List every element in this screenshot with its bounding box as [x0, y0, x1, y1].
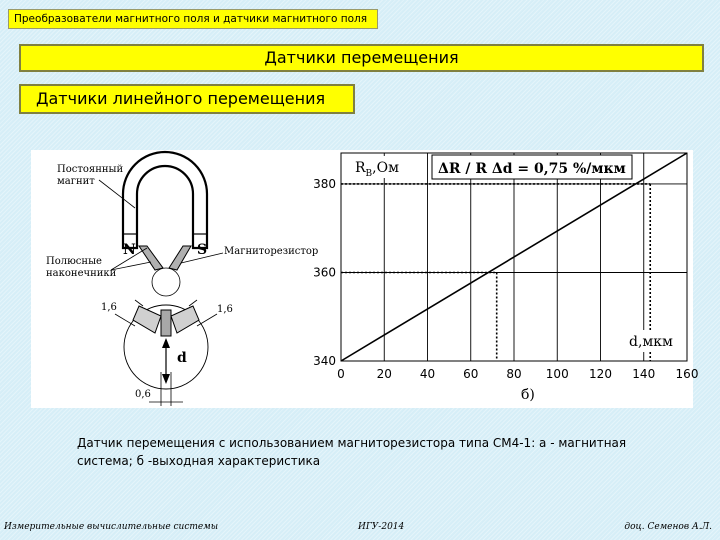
label-magnet-line1: Постоянный	[57, 164, 124, 175]
label-magnet-line2: магнит	[57, 176, 95, 187]
x-tick-label: 80	[506, 367, 522, 381]
y-axis-label-main: R	[355, 160, 366, 176]
breadcrumb-title: Преобразователи магнитного поля и датчики магнитного поля	[8, 9, 378, 29]
figure-panel	[31, 150, 699, 408]
x-tick-label: 140	[632, 367, 656, 381]
label-magnetoresistor: Магниторезистор	[224, 246, 319, 257]
x-tick-label: 20	[376, 367, 392, 381]
output-characteristic-chart	[313, 153, 698, 403]
y-tick-label: 380	[313, 176, 336, 191]
dimension-left: 1,6	[101, 302, 117, 313]
x-tick-label: 0	[337, 367, 345, 381]
y-axis-label-unit: ,Ом	[372, 160, 399, 176]
x-axis-label: d,мкм	[629, 334, 673, 350]
x-tick-label: 120	[589, 367, 612, 381]
x-tick-label: 100	[545, 367, 569, 381]
x-tick-label: 40	[419, 367, 436, 381]
label-pole-tips-line1: Полюсные	[46, 256, 102, 267]
y-tick-label: 340	[313, 354, 336, 368]
label-n-pole: N	[123, 242, 136, 258]
x-tick-label: 160	[675, 367, 699, 381]
x-tick-label: 60	[463, 367, 479, 381]
figure-caption: Датчик перемещения с использованием магниторезистора типа СМ4-1: а - магнитная система; б -выходная характеристика	[77, 436, 627, 468]
y-axis-label-subscript: B	[365, 169, 373, 179]
footer-university: ИГУ-2014	[358, 522, 405, 532]
label-pole-tips-line2: наконечники	[46, 268, 117, 279]
pole-tip-right	[169, 246, 191, 270]
magnetic-system-diagram	[46, 152, 318, 406]
section-title: Датчики перемещения	[19, 44, 704, 72]
pole-tip-left	[139, 246, 163, 270]
dimension-right: 1,6	[217, 304, 233, 315]
magnetoresistor-element	[161, 310, 171, 336]
footer-course: Измерительные вычислительные системы	[4, 522, 219, 532]
formula-text: ΔR / R Δd = 0,75 %/мкм	[438, 161, 626, 177]
label-s-pole: S	[197, 242, 208, 258]
dimension-bottom: 0,6	[135, 389, 151, 400]
y-tick-label: 360	[313, 265, 336, 280]
label-d: d	[177, 350, 187, 366]
subsection-title: Датчики линейного перемещения	[19, 84, 355, 114]
footer-author: доц. Семенов А.Л.	[624, 522, 712, 532]
figure-label-b: б)	[521, 387, 535, 403]
